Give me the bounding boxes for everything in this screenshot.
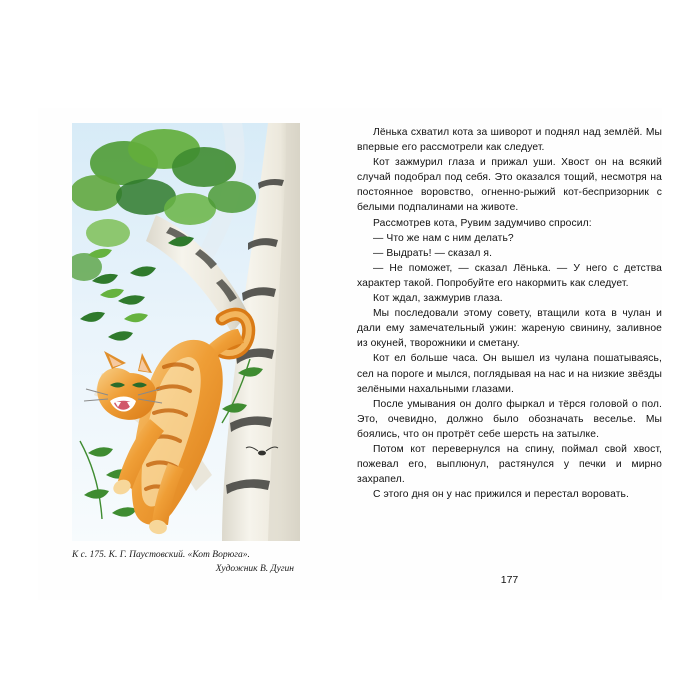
illustration-artwork (72, 123, 300, 541)
paragraph: Потом кот перевернулся на спину, поймал свой хвост, пожевал его, выплюнул, растянулся у печки и мирно захрапел. (357, 443, 662, 486)
caption-line-2: Художник В. Дугин (215, 564, 294, 574)
dialog-line: — Что же нам с ним делать? (373, 232, 514, 244)
paragraph: Рассмотрев кота, Рувим задумчиво спросил: (373, 217, 592, 229)
illustration-column (38, 108, 323, 600)
text-column (357, 108, 662, 600)
story-body-text (357, 125, 662, 502)
page-number: 177 (500, 574, 519, 586)
paragraph: Кот ел больше часа. Он вышел из чулана пошатываясь, сел на пороге и мылся, поглядывая на нас и на низкие звёзды зелёными нахальными глазами. (357, 353, 662, 395)
two-column-layout (38, 108, 662, 600)
illustration-caption (72, 548, 300, 576)
paragraph: С этого дня он у нас прижился и перестал воровать. (373, 489, 629, 501)
cat-falling-from-birch-tree-illustration (72, 123, 300, 541)
dialog-line: — Выдрать! — сказал я. (373, 247, 493, 259)
paragraph: Кот ждал, зажмурив глаза. (373, 293, 503, 305)
paragraph: Мы последовали этому совету, втащили кота в чулан и дали ему замечательный ужин: жареную свинину, заливное из окуней, творожники и сметану. (357, 308, 662, 350)
caption-line-1: К с. 175. К. Г. Паустовский. «Кот Ворюга». (72, 550, 250, 560)
paragraph: Лёнька схватил кота за шиворот и поднял над землёй. Мы впервые его рассмотрели как следует. (357, 127, 662, 154)
dialog-line: — Не поможет, — сказал Лёнька. — У него с детства характер такой. Попробуйте его накормить как следует. (357, 262, 662, 289)
paragraph: После умывания он долго фыркал и тёрся головой о пол. Это, очевидно, должно было обозначать веселье. Мы боялись, что он протрёт себе шерсть на затылке. (357, 398, 662, 440)
paragraph: Кот зажмурил глаза и прижал уши. Хвост он на всякий случай подобрал под себя. Это оказался тощий, несмотря на постоянное воровство, огненно-рыжий кот-беспризорник с белыми подпалинами на животе. (357, 157, 662, 214)
page-content-area (38, 108, 662, 600)
